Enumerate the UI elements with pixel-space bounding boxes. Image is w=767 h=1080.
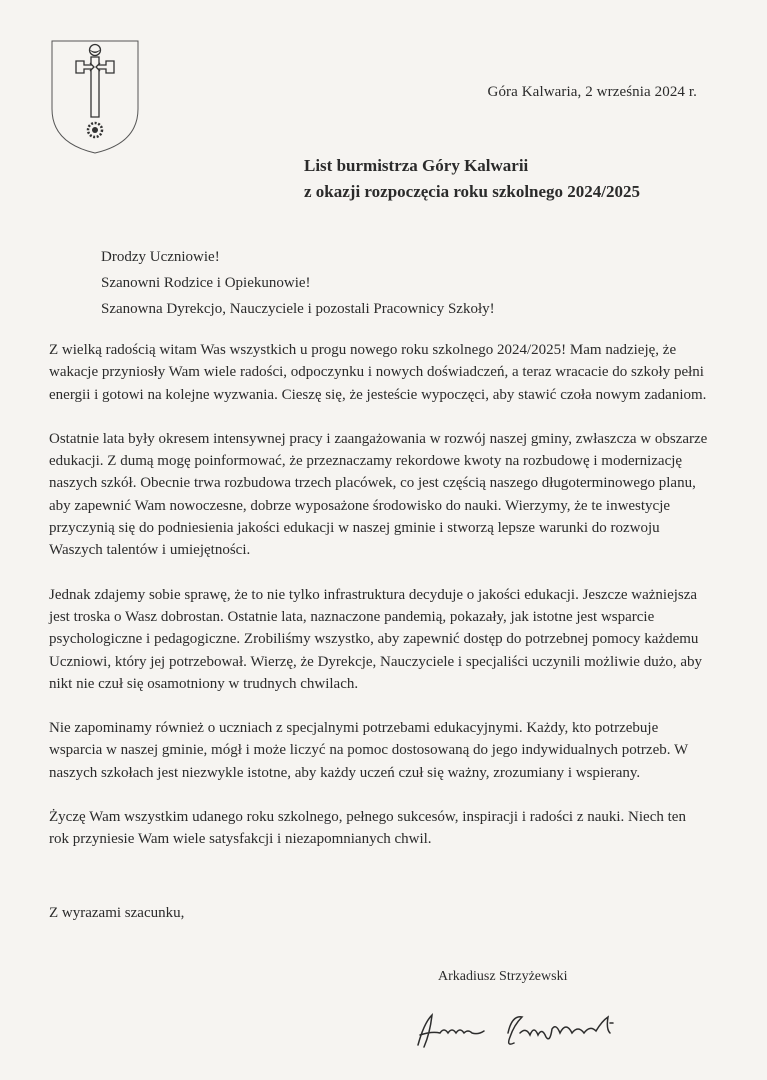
title-line-2: z okazji rozpoczęcia roku szkolnego 2024/2025 [304,182,641,201]
salutations [101,244,495,322]
salutation-parents: Szanowni Rodzice i Opiekunowie! [101,275,311,291]
paragraph-1: Z wielką radością witam Was wszystkich u progu nowego roku szkolnego 2024/2025! Mam nadzieję, że wakacje przyniosły Wam wiele radości, odpoczynku i nowych doświadczeń, a teraz wracacie do szkoły pełni energii i gotowi na kolejne wyzwania. Cieszę się, że jesteście wypoczęci, aby stawić czoła nowym zadaniom. [49,342,707,403]
salutation-students: Drodzy Uczniowie! [101,249,220,265]
paragraph-2: Ostatnie lata były okresem intensywnej pracy i zaangażowania w rozwój naszej gminy, zwłaszcza w obszarze edukacji. Z dumą mogę poinformować, że przeznaczamy rekordowe kwoty na rozbudowę i modernizację naszych szkół. Obecnie trwa rozbudowa trzech placówek, co jest częścią naszego długoterminowego planu, aby zapewnić Wam nowoczesne, dobrze wyposażone środowisko do nauki. Wierzymy, że te inwestycje przyczynią się do podniesienia jakości edukacji w naszej gminie i stworzą lepsze warunki do rozwoju Waszych talentów i umiejętności. [49,430,708,559]
letter-title [304,153,640,205]
signer-name: Arkadiusz Strzyżewski [438,969,568,984]
coat-of-arms-icon [50,39,140,155]
letter-body [49,339,709,873]
title-line-1: List burmistrza Góry Kalwarii [304,156,529,175]
paragraph-4: Nie zapominamy również o uczniach z specjalnymi potrzebami edukacyjnymi. Każdy, kto potrzebuje wsparcia w naszej gminie, mógł i może liczyć na pomoc dostosowaną do jego indywidualnych potrzeb. W naszych szkołach jest niezwykle istotne, aby każdy uczeń czuł się ważny, zrozumiany i wspierany. [49,720,688,781]
closing: Z wyrazami szacunku, [49,905,185,921]
paragraph-5: Życzę Wam wszystkim udanego roku szkolnego, pełnego sukcesów, inspiracji i radości z nauki. Niech ten rok przyniesie Wam wiele satysfakcji i niezapomnianych chwil. [49,809,686,848]
salutation-staff: Szanowna Dyrekcjo, Nauczyciele i pozostali Pracownicy Szkoły! [101,301,495,317]
place-and-date: Góra Kalwaria, 2 września 2024 r. [487,84,697,100]
paragraph-3: Jednak zdajemy sobie sprawę, że to nie tylko infrastruktura decyduje o jakości edukacji. Jeszcze ważniejsza jest troska o Wasz dobrostan. Ostatnie lata, naznaczone pandemią, pokazały, jak istotne jest wsparcie psychologiczne i pedagogiczne. Zrobiliśmy wszystko, aby zapewnić dostęp do potrzebnej pomocy każdemu Uczniowi, który jej potrzebował. Wierzę, że Dyrekcje, Nauczyciele i specjaliści uczynili możliwie dużo, aby nikt nie czuł się osamotniony w trudnych chwilach. [49,586,703,692]
handwritten-signature [410,1003,625,1053]
